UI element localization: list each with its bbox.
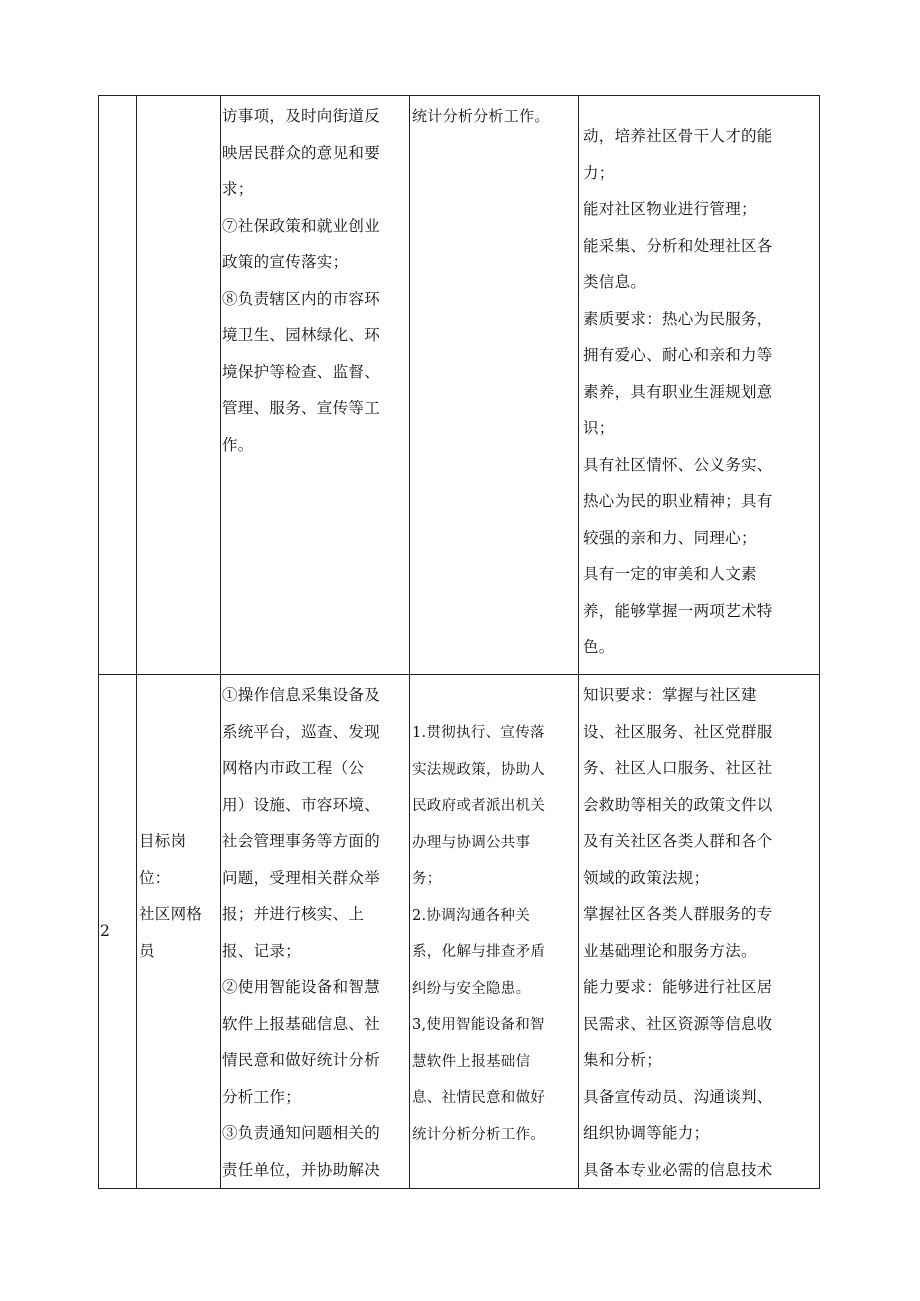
row2-tasks (410, 675, 578, 1153)
row2-duty-line: 社会管理事务等方面的 (222, 832, 381, 850)
row1-duties-cell (221, 96, 410, 675)
position-line: 位： (139, 868, 171, 887)
row1-tasks (410, 96, 578, 135)
row1-duty-line: ⑧负责辖区内的市容环 (222, 289, 381, 308)
row-number: 2 (100, 922, 111, 941)
row2-req-line: 集和分析； (583, 1051, 663, 1069)
row2-duty-line: 责任单位，并协助解决 (222, 1160, 381, 1179)
row2-duty-line: 用）设施、市容环境、 (222, 795, 381, 814)
row2-task-line: 慧软件上报基础信 (412, 1053, 531, 1070)
row1-duty-line: 访事项，及时向街道反 (222, 107, 381, 125)
row1-req-line: 能采集、分析和处理社区各 (583, 236, 773, 255)
row2-duty-line: ①操作信息采集设备及 (222, 686, 381, 704)
row2-duty-line: 分析工作； (222, 1087, 302, 1106)
position-line: 社区网格 (139, 905, 203, 923)
row1-duty-line: 政策的宣传落实； (222, 253, 349, 271)
row2-duty-line: ②使用智能设备和智慧 (222, 978, 381, 996)
row2-task-line: 民政府或者派出机关 (412, 798, 546, 814)
row2-duties-cell (221, 675, 410, 1189)
row2-number (99, 913, 136, 950)
row1-duty-line: 境卫生、园林绿化、环 (222, 326, 381, 344)
row2-tasks-cell (410, 675, 579, 1189)
row2-task-line: 务； (412, 871, 442, 887)
row2-duty-line: 网格内市政工程（公 (222, 759, 365, 777)
row1-number-cell (99, 96, 137, 675)
row2-duty-line: 报；并进行核实、上 (222, 905, 365, 923)
row2-position (137, 675, 220, 969)
row2-task-line: 3,使用智能设备和智 (412, 1017, 545, 1033)
row2-task-line: 2.协调沟通各种关 (412, 907, 531, 924)
row2-number-cell (99, 675, 137, 1189)
row1-req-line: 力； (583, 163, 615, 182)
position-line: 目标岗 (139, 832, 187, 850)
row1-duty-line: 映居民群众的意见和要 (222, 143, 381, 162)
row2-req-line: 业基础理论和服务方法。 (583, 941, 757, 960)
row2-task-line: 实法规政策，协助人 (412, 761, 546, 778)
table-row-1 (99, 96, 820, 675)
row2-req-line: 领域的政策法规； (583, 868, 710, 887)
row2-duty-line: 报、记录； (222, 941, 302, 960)
row2-req-line: 务、社区人口服务、社区社 (583, 759, 773, 777)
row1-position-cell (137, 96, 221, 675)
row2-req-line: 知识要求：掌握与社区建 (583, 686, 757, 704)
row1-duty-line: ⑦社保政策和就业创业 (222, 216, 381, 235)
position-line: 员 (139, 941, 155, 960)
row2-requirements-cell (579, 675, 820, 1189)
row2-duty-line: 问题，受理相关群众举 (222, 868, 381, 887)
row2-req-line: 能力要求：能够进行社区居 (583, 978, 773, 996)
duty-table (98, 95, 820, 1189)
row1-req-line: 热心为民的职业精神；具有 (583, 492, 773, 510)
row2-duty-line: 软件上报基础信息、社 (222, 1014, 381, 1033)
row1-task-line: 统计分析分析工作。 (412, 107, 550, 125)
row2-req-line: 掌握社区各类人群服务的专 (583, 905, 773, 923)
row1-req-line: 能对社区物业进行管理； (583, 200, 757, 218)
row2-req-line: 设、社区服务、社区党群服 (583, 722, 773, 741)
row2-duty-line: ③负责通知问题相关的 (222, 1124, 381, 1142)
row1-duties (221, 96, 409, 463)
row1-tasks-cell (410, 96, 579, 675)
row1-duty-line: 求； (222, 180, 254, 198)
row1-req-line: 具有社区情怀、公义务实、 (583, 455, 773, 474)
row1-req-line: 具有一定的审美和人文素 (583, 565, 757, 583)
row1-duty-line: 管理、服务、宣传等工 (222, 399, 381, 417)
row2-req-line: 具备本专业必需的信息技术 (583, 1160, 773, 1179)
row1-req-line: 色。 (583, 638, 615, 656)
row1-req-line: 较强的亲和力、同理心； (583, 528, 757, 547)
row2-req-line: 民需求、社区资源等信息收 (583, 1014, 773, 1033)
row1-duty-line: 作。 (222, 435, 254, 454)
row2-req-line: 及有关社区各类人群和各个 (583, 832, 773, 850)
row2-task-line: 1.贯彻执行、宣传落 (412, 725, 545, 741)
row2-req-line: 组织协调等能力； (583, 1124, 710, 1142)
row2-task-line: 息、社情民意和做好 (412, 1090, 546, 1106)
row1-req-line: 动，培养社区骨干人才的能 (583, 127, 773, 145)
row1-req-line: 素养，具有职业生涯规划意 (583, 382, 773, 401)
row2-position-cell (137, 675, 221, 1189)
row1-requirements (579, 96, 819, 666)
row2-requirements (579, 675, 819, 1188)
row2-task-line: 统计分析分析工作。 (412, 1126, 546, 1143)
row1-req-line: 类信息。 (583, 273, 647, 291)
row1-req-line: 养，能够掌握一两项艺术特 (583, 601, 773, 620)
row2-req-line: 具备宣传动员、沟通谈判、 (583, 1087, 773, 1106)
row1-req-line: 识； (583, 419, 615, 437)
row2-task-line: 纠纷与安全隐患。 (412, 980, 531, 997)
row2-task-line: 系，化解与排查矛盾 (412, 944, 546, 960)
row1-req-line: 素质要求：热心为民服务， (583, 309, 773, 328)
row1-requirements-cell (579, 96, 820, 675)
row2-duty-line: 系统平台，巡查、发现 (222, 722, 381, 741)
row2-req-line: 会救助等相关的政策文件以 (583, 795, 773, 814)
row2-duties (221, 675, 409, 1188)
row2-task-line: 办理与协调公共事 (412, 834, 531, 851)
row2-duty-line: 情民意和做好统计分析 (222, 1051, 381, 1069)
row1-req-line: 拥有爱心、耐心和亲和力等 (583, 346, 773, 364)
row1-duty-line: 境保护等检查、监督、 (222, 362, 381, 381)
table-row-2 (99, 675, 820, 1189)
